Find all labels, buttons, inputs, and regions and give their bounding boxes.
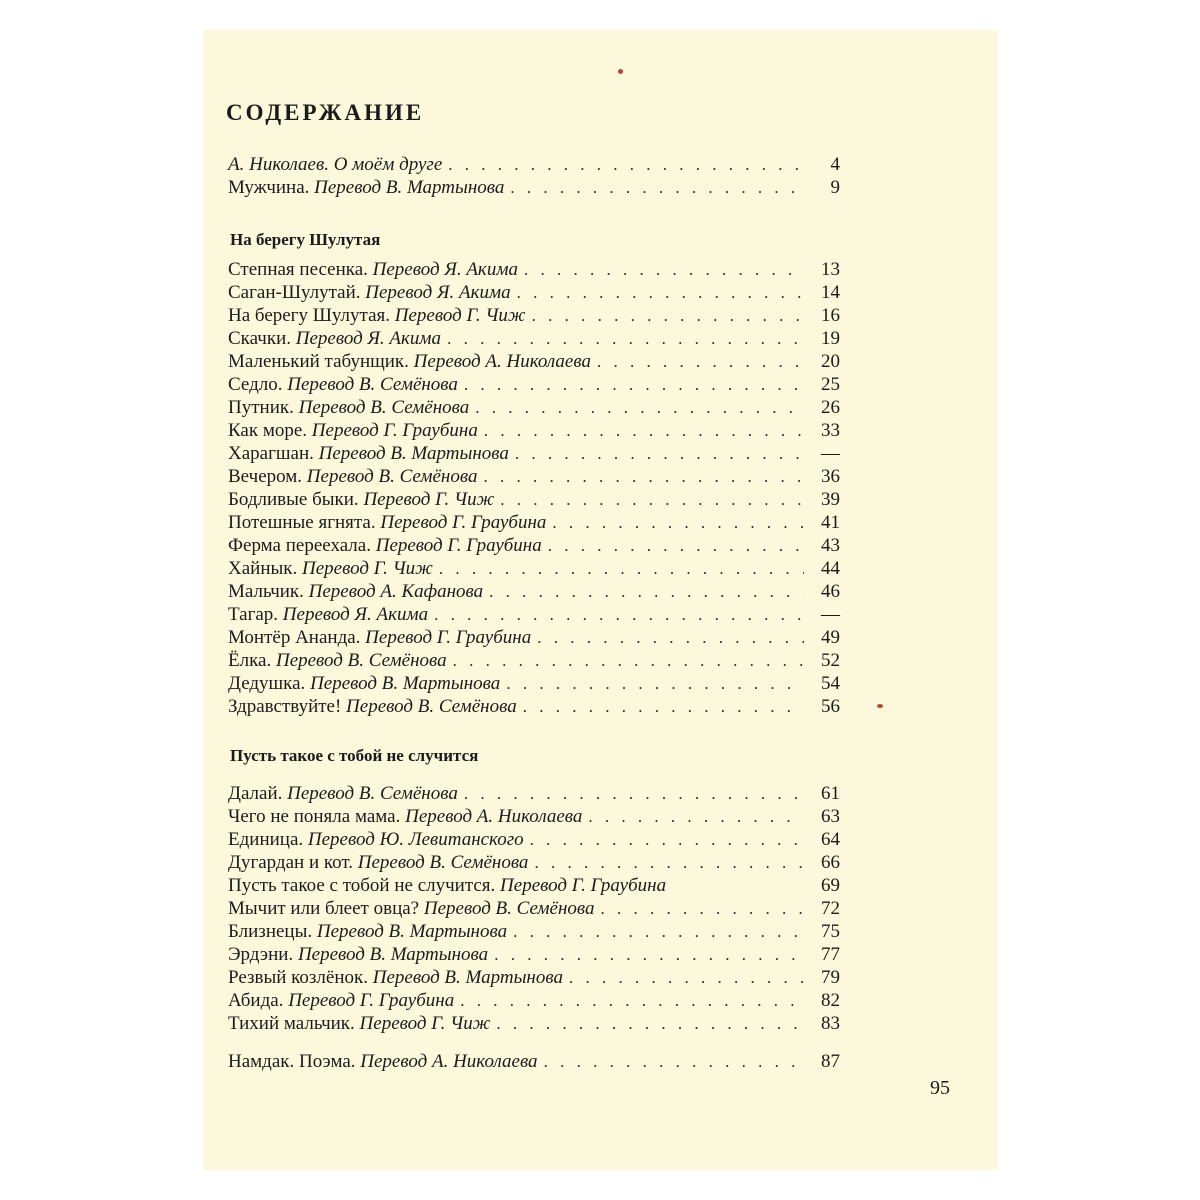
entry-title: Здравствуйте!	[228, 696, 342, 717]
toc-entry	[228, 694, 840, 717]
dot-leader	[510, 177, 804, 198]
entry-page-number: 49	[821, 627, 840, 648]
entry-translator: Перевод А. Николаева	[360, 1051, 538, 1072]
entry-title: Ёлка.	[228, 650, 272, 671]
entry-title: На берегу Шулутая.	[228, 305, 391, 326]
dot-leader	[494, 944, 804, 965]
toc-entry	[228, 850, 840, 873]
toc-entry	[228, 965, 840, 988]
entry-translator: Перевод Г. Граубина	[311, 420, 478, 441]
dot-leader	[500, 489, 804, 510]
entry-title: Мужчина.	[228, 177, 310, 198]
entry-title: Потешные ягнята.	[228, 512, 376, 533]
toc-section-2	[228, 781, 840, 1034]
entry-translator: Перевод Г. Граубина	[288, 990, 455, 1011]
entry-title: Близнецы.	[228, 921, 313, 942]
entry-page-number: 66	[821, 852, 840, 873]
entry-translator: Перевод В. Мартынова	[316, 921, 508, 942]
entry-page-number: —	[821, 604, 840, 625]
entry-translator: Перевод Г. Чиж	[359, 1013, 491, 1034]
toc-entry	[228, 896, 840, 919]
entry-page-number: 56	[821, 696, 840, 717]
entry-translator: Перевод В. Семёнова	[298, 397, 470, 418]
entry-title: Тагар.	[228, 604, 279, 625]
entry-page-number: 44	[821, 558, 840, 579]
dot-leader	[569, 967, 804, 988]
dot-leader	[460, 990, 804, 1011]
toc-intro	[228, 152, 840, 198]
entry-title: А. Николаев. О моём друге	[228, 154, 443, 175]
toc-final	[228, 1049, 840, 1072]
toc-entry	[228, 280, 840, 303]
dot-leader	[530, 829, 804, 850]
dot-leader	[517, 282, 804, 303]
entry-translator: Перевод Я. Акима	[372, 259, 518, 280]
entry-page-number: 52	[821, 650, 840, 671]
entry-page-number: 64	[821, 829, 840, 850]
entry-title: Дедушка.	[228, 673, 306, 694]
entry-title: Пусть такое с тобой не случится.	[228, 875, 496, 896]
entry-title: Бодливые быки.	[228, 489, 359, 510]
dot-leader	[484, 420, 804, 441]
section-title-1: На берегу Шулутая	[230, 230, 381, 249]
toc-entry	[228, 372, 840, 395]
toc-entry	[228, 625, 840, 648]
entry-title: Ферма переехала.	[228, 535, 371, 556]
ink-speck	[618, 69, 623, 74]
toc-entry	[228, 510, 840, 533]
dot-leader	[515, 443, 804, 464]
entry-title: Хайнык.	[228, 558, 298, 579]
entry-translator: Перевод В. Семёнова	[423, 898, 595, 919]
entry-page-number: 9	[830, 177, 840, 198]
entry-translator: Перевод В. Семёнова	[275, 650, 447, 671]
dot-leader	[447, 328, 804, 349]
toc-entry	[228, 303, 840, 326]
entry-title: Единица.	[228, 829, 304, 850]
entry-title: Путник.	[228, 397, 294, 418]
toc-entry	[228, 175, 840, 198]
dot-leader	[475, 397, 804, 418]
entry-title: Как море.	[228, 420, 308, 441]
entry-page-number: 43	[821, 535, 840, 556]
toc-entry	[228, 349, 840, 372]
entry-translator: Перевод В. Семёнова	[306, 466, 478, 487]
entry-page-number: 83	[821, 1013, 840, 1034]
entry-translator: Перевод Г. Граубина	[375, 535, 542, 556]
toc-entry	[228, 441, 840, 464]
entry-page-number: 87	[821, 1051, 840, 1072]
entry-title: Степная песенка.	[228, 259, 368, 280]
toc-entry	[228, 395, 840, 418]
entry-title: Саган-Шулутай.	[228, 282, 361, 303]
entry-page-number: 16	[821, 305, 840, 326]
entry-translator: Перевод Г. Граубина	[365, 627, 532, 648]
dot-leader	[537, 627, 804, 648]
dot-leader	[523, 696, 804, 717]
dot-leader	[524, 259, 804, 280]
entry-title: Далай.	[228, 783, 283, 804]
toc-entry	[228, 804, 840, 827]
entry-page-number: 77	[821, 944, 840, 965]
toc-entry	[228, 827, 840, 850]
entry-page-number: 72	[821, 898, 840, 919]
dot-leader	[544, 1051, 804, 1072]
entry-title: Тихий мальчик.	[228, 1013, 355, 1034]
dot-leader	[496, 1013, 804, 1034]
contents-heading: СОДЕРЖАНИЕ	[226, 100, 425, 125]
toc-entry	[228, 579, 840, 602]
toc-entry	[228, 602, 840, 625]
entry-page-number: 61	[821, 783, 840, 804]
toc-entry	[228, 556, 840, 579]
toc-entry	[228, 1011, 840, 1034]
entry-translator: Перевод В. Семёнова	[287, 374, 458, 395]
entry-page-number: 63	[821, 806, 840, 827]
dot-leader	[588, 806, 804, 827]
toc-entry	[228, 1049, 840, 1072]
toc-entry	[228, 257, 840, 280]
entry-page-number: 36	[821, 466, 840, 487]
entry-title: Монтёр Ананда.	[228, 627, 361, 648]
entry-page-number: 20	[821, 351, 840, 372]
entry-translator: Перевод Г. Граубина	[500, 875, 667, 896]
entry-title: Вечером.	[228, 466, 303, 487]
entry-translator: Перевод А. Николаева	[413, 351, 591, 372]
entry-title: Скачки.	[228, 328, 291, 349]
page-number: 95	[930, 1077, 950, 1099]
toc-entry	[228, 873, 840, 896]
entry-page-number: 13	[821, 259, 840, 280]
entry-translator: Перевод Я. Акима	[282, 604, 429, 625]
entry-translator: Перевод А. Кафанова	[308, 581, 484, 602]
dot-leader	[483, 466, 804, 487]
dot-leader	[453, 650, 804, 671]
entry-translator: Перевод В. Мартынова	[297, 944, 489, 965]
dot-leader	[601, 898, 804, 919]
toc-entry	[228, 418, 840, 441]
entry-title: Харагшан.	[228, 443, 314, 464]
toc-entry	[228, 326, 840, 349]
dot-leader	[597, 351, 804, 372]
entry-translator: Перевод В. Мартынова	[318, 443, 509, 464]
dot-leader	[464, 783, 804, 804]
ink-speck	[877, 704, 883, 708]
toc-entry	[228, 464, 840, 487]
toc-entry	[228, 533, 840, 556]
entry-page-number: 79	[821, 967, 840, 988]
entry-translator: Перевод Ю. Левитанского	[307, 829, 524, 850]
entry-title: Абида.	[228, 990, 284, 1011]
entry-title: Резвый козлёнок.	[228, 967, 368, 988]
toc-entry	[228, 671, 840, 694]
toc-entry	[228, 781, 840, 804]
entry-translator: Перевод В. Семёнова	[357, 852, 529, 873]
toc-entry	[228, 487, 840, 510]
entry-translator: Перевод Я. Акима	[295, 328, 442, 349]
dot-leader	[434, 604, 804, 625]
toc-entry	[228, 648, 840, 671]
dot-leader	[552, 512, 804, 533]
entry-page-number: 69	[821, 875, 840, 896]
entry-title: Мычит или блеет овца?	[228, 898, 420, 919]
entry-page-number: 82	[821, 990, 840, 1011]
entry-title: Маленький табунщик.	[228, 351, 409, 372]
dot-leader	[506, 673, 804, 694]
entry-translator: Перевод В. Мартынова	[314, 177, 505, 198]
entry-title: Седло.	[228, 374, 283, 395]
entry-translator: Перевод Я. Акима	[365, 282, 511, 303]
entry-title: Мальчик.	[228, 581, 304, 602]
dot-leader	[534, 852, 804, 873]
entry-page-number: 39	[821, 489, 840, 510]
entry-page-number: 4	[830, 154, 840, 175]
dot-leader	[532, 305, 804, 326]
entry-translator: Перевод В. Семёнова	[346, 696, 517, 717]
entry-page-number: 26	[821, 397, 840, 418]
entry-translator: Перевод Г. Чиж	[394, 305, 526, 326]
entry-page-number: 75	[821, 921, 840, 942]
entry-title: Эрдэни.	[228, 944, 294, 965]
toc-entry	[228, 919, 840, 942]
section-title-2: Пусть такое с тобой не случится	[230, 746, 479, 765]
dot-leader	[513, 921, 804, 942]
entry-page-number: 25	[821, 374, 840, 395]
dot-leader	[489, 581, 804, 602]
entry-page-number: 14	[821, 282, 840, 303]
entry-page-number: 33	[821, 420, 840, 441]
entry-translator: Перевод В. Мартынова	[372, 967, 563, 988]
toc-entry	[228, 942, 840, 965]
entry-title: Намдак. Поэма.	[228, 1051, 356, 1072]
entry-translator: Перевод Г. Граубина	[380, 512, 547, 533]
entry-translator: Перевод В. Семёнова	[287, 783, 458, 804]
entry-page-number: 54	[821, 673, 840, 694]
entry-page-number: 46	[821, 581, 840, 602]
toc-section-1	[228, 257, 840, 717]
dot-leader	[464, 374, 804, 395]
entry-title: Чего не поняла мама.	[228, 806, 401, 827]
dot-leader	[548, 535, 804, 556]
entry-page-number: —	[821, 443, 840, 464]
toc-entry	[228, 988, 840, 1011]
entry-translator: Перевод Г. Чиж	[363, 489, 495, 510]
entry-translator: Перевод А. Николаева	[405, 806, 583, 827]
entry-title: Дугардан и кот.	[228, 852, 354, 873]
dot-leader	[439, 558, 804, 579]
entry-translator: Перевод Г. Чиж	[302, 558, 433, 579]
dot-leader	[448, 154, 804, 175]
entry-page-number: 41	[821, 512, 840, 533]
toc-entry	[228, 152, 840, 175]
entry-translator: Перевод В. Мартынова	[310, 673, 501, 694]
entry-page-number: 19	[821, 328, 840, 349]
